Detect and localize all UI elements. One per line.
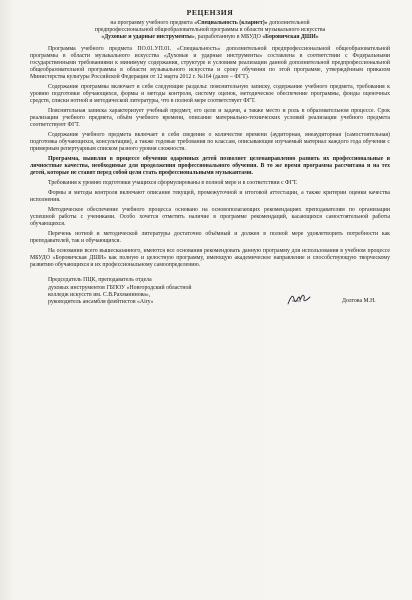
signature-line: руководитель ансамбля флейтистов «Airy» — [48, 298, 154, 305]
paragraph-control-forms: Формы и методы контроля включают описание текущей, промежуточной и итоговой аттестации, а также критерии оценки качества исполнения. — [30, 189, 390, 204]
intro-program-name: «Духовые и ударные инструменты» — [101, 34, 195, 41]
handwritten-signature — [286, 290, 312, 308]
intro-text: на программу учебного предмета — [110, 20, 195, 26]
intro-subject: «Специальность (кларнет)» — [194, 20, 268, 26]
intro-text: дополнительной — [267, 20, 310, 26]
paragraph-explanatory-note: Пояснительная записка характеризует учебный предмет, его цели и задачи, а также место и роль в образовательном процессе. Срок реализации учебного предмета, объём учебного времени, описание материально-технических условий реализации учебного предмета соответствуют ФГТ. — [30, 108, 390, 129]
paragraph-literature: Перечень нотной и методической литературы достаточно объёмный и должен в полной мере удовлетворить потребности как преподавателей, так и обучающихся. — [30, 230, 390, 245]
paragraph-requirements: Требования к уровню подготовки учащихся сформулированы в полной мере и в соответствии с ФГТ. — [48, 180, 298, 187]
signature-line: Председатель ПЦК, преподаватель отдела — [48, 277, 152, 284]
signer-name: Долгова М.Н. — [342, 298, 376, 305]
paragraph-gifted-children: Программа, выявляя в процессе обучения одаренных детей позволяет целенаправленно развить их профессиональные и личностные качества, необходимые для продолжения профессионального обучения. В то же время программа рассчитана и на тех детей, которые не ставят перед собой цели стать профессиональными музыкантами. — [30, 156, 390, 177]
intro-line-2: предпрофессиональной общеобразовательной программы в области музыкального искусства — [94, 27, 326, 34]
review-body — [30, 46, 390, 270]
signature-line: колледж искусств им. С.В.Рахманинова», — [48, 291, 151, 298]
intro-line-3 — [30, 34, 390, 41]
paragraph-contents: Содержание программы включает в себя следующие разделы: пояснительную записку, содержание учебного предмета, требования к уровню подготовки обучающихся, формы и методы контроля, систему оценок, методическое обеспечение программы, фонды оценочных средств, списки нотной и методической литературы, что в полной мере соответствует ФГТ. — [30, 83, 390, 105]
signature-line: духовых инструментов ГБПОУ «Новгородский областной — [48, 284, 192, 291]
paragraph-conclusion: На основании всего вышесказанного, имеются все основания рекомендовать данную программу для использования в учебном процессе МБУДО «Боровичская ДШИ» как полную и целостную программу, имеющую академическое направление и способствующую творческому развитию обучающихся и их профессиональному самоопределению. — [30, 247, 390, 269]
paragraph-methodology: Методическое обеспечение учебного процесса основано на основополагающих рекомендациях преподавателям по организации успешной работы с учениками. Особо хочется отметить наличие в программе рекомендаций, касающихся самостоятельной работы обучающихся. — [30, 206, 390, 228]
intro-school-name: «Боровичская ДШИ» — [262, 34, 319, 41]
intro-text: , разработанную в МБУДО — [194, 34, 263, 41]
signature-block — [30, 277, 390, 306]
paragraph-program-compliance: Программа учебного предмета ПО.01.УП.01. «Специальность» дополнительной предпрофессиональной общеобразовательной программы в области музыкального искусства «Духовые и ударные инструменты» составлена в соответствии с Федеральными государственными требованиями к минимуму содержания, структуре и условиям реализации данной дополнительной предпрофессиональной общеобразовательной программы в области музыкального искусства и сроку обучения по этой программе, утверждённым приказом Министерства культуры Российской Федерации от 12 марта 2012 г. №164 (далее – ФГТ). — [30, 45, 390, 81]
document-intro — [30, 20, 390, 42]
document-title: РЕЦЕНЗИЯ — [186, 8, 234, 17]
paragraph-subject-content: Содержание учебного предмета включает в себя сведения о количестве времени (аудиторная, внеаудиторная (самостоятельная) подготовка обучающихся, консультации), а также годовые требования по классам, описывающие изучаемый материал каждого года обучения с примерным репертуарным списком разного уровня сложности. — [30, 132, 390, 153]
